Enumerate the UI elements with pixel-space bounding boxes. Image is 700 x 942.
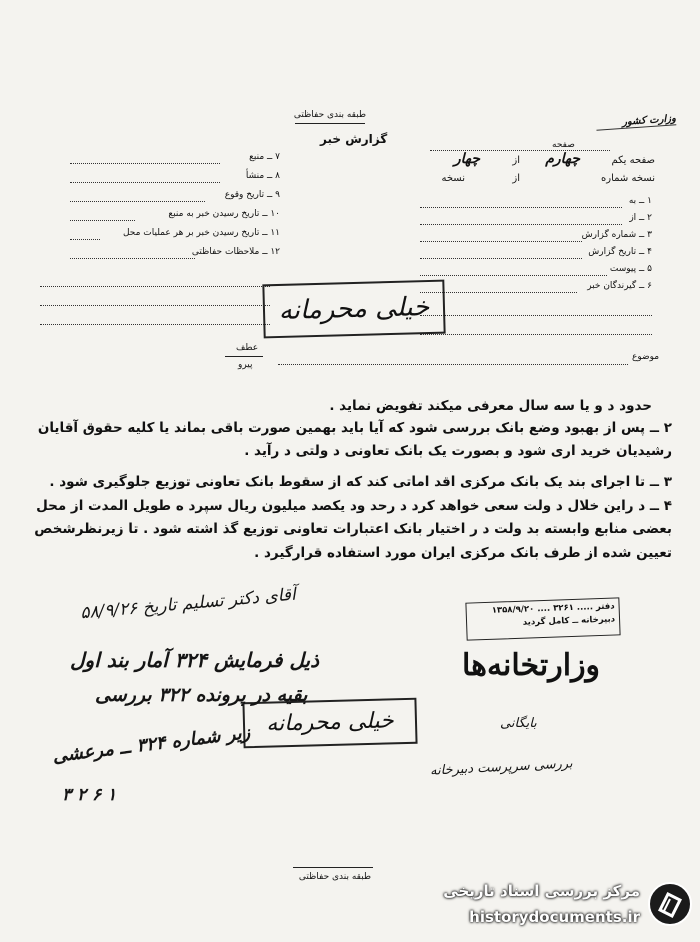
right-form-row (420, 211, 652, 228)
peyro-label: پیرو (238, 360, 253, 370)
right-form-label: ۳ ــ شماره گزارش (581, 230, 652, 240)
watermark (410, 872, 700, 942)
page-row-total: چهار (453, 151, 480, 167)
left-form-label: ۱۱ ــ تاریخ رسیدن خبر بر هر عملیات محل (122, 228, 280, 238)
left-form-row (70, 226, 280, 245)
fill-line (420, 333, 652, 335)
receipt-line: دفتر ..... ۳۲۶۱ .... ۱۳۵۸/۹/۲۰ (491, 601, 615, 616)
corner-stamp: وزارت کشور (596, 113, 677, 131)
copy-label: نسخه (441, 173, 465, 184)
left-form-label: ۹ ــ تاریخ وقوع (224, 190, 280, 200)
atf-label: عطف (236, 343, 259, 353)
top-secret-stamp: خیلی محرمانه (262, 280, 445, 339)
page-row-label: صفحه یکم (611, 155, 655, 166)
handwritten-note: بایگانی (500, 716, 537, 731)
subject-line (278, 363, 628, 365)
left-form-row (70, 245, 280, 264)
ministry-title: وزارتخانه‌ها (462, 648, 601, 683)
right-form-label: ۶ ــ گیرندگان خبر (587, 281, 652, 291)
copy-row-of: از (512, 173, 520, 184)
handwritten-note: ۳ ۲ ۶ ۱ (62, 785, 117, 805)
page-row-value: چهارم (545, 151, 580, 167)
report-title: گزارش خبر (320, 132, 388, 146)
fill-line (40, 323, 270, 325)
fill-line (70, 200, 205, 202)
left-form (70, 150, 280, 264)
fill-line (40, 285, 270, 287)
right-form-row (420, 279, 652, 296)
top-secret-stamp: خیلی محرمانه (242, 698, 417, 749)
fill-line (420, 274, 607, 276)
handwritten-note: بقیه در پرونده ۳۲۲ بررسی (95, 684, 308, 706)
fill-line (40, 304, 270, 306)
body-line: ۲ ــ پس از بهبود وضع بانک بررسی شود که آیا باید بهمین صورت باقی بماند یا کلیه حقوق آقایان (37, 420, 672, 436)
copy-row-label: نسخه شماره (601, 173, 655, 184)
fill-line (420, 314, 652, 316)
fill-line (70, 238, 100, 240)
body-line: حدود د و یا سه سال معرفی میکند تفویض نماید . (329, 398, 652, 414)
classification-bottom-rule (293, 867, 373, 868)
right-form-label: ۵ ــ پیوست (609, 264, 652, 274)
fill-line (420, 206, 622, 208)
right-form-row (420, 228, 652, 245)
handwritten-note: بررسی سرپرست دبیرخانه (429, 756, 573, 779)
handwritten-note: ذیل فرمایش ۳۲۴ آمار بند اول (70, 648, 320, 672)
fill-line (70, 181, 220, 183)
classification-top: طبقه بندی حفاظتی (293, 110, 367, 120)
archive-logo-icon (646, 880, 694, 928)
fill-line (70, 257, 195, 259)
left-form-row (70, 207, 280, 226)
right-form-label: ۴ ــ تاریخ گزارش (588, 247, 652, 257)
page-label: صفحه (552, 140, 575, 150)
classification-top-rule (295, 123, 365, 124)
left-form-label: ۱۰ ــ تاریخ رسیدن خبر به منبع (168, 209, 280, 219)
body-line: بعضی منابع وابسته بد ولت د ر اختیار بانک اعتبارات تعاونی توزیع گذ اشته شود . تا زیرنظرشخص (34, 521, 672, 537)
handwritten-note: زیر شماره ۳۲۴ ــ مرعشی (51, 721, 252, 768)
body-line: رشیدیان خرید اری شود و بصورت یک بانک تعاونی د ولتی د رآید . (244, 443, 672, 459)
left-form-label: ۸ ــ منشأ (245, 171, 280, 181)
left-form-label: ۱۲ ــ ملاحظات حفاظتی (191, 247, 280, 257)
page-row (420, 151, 655, 169)
copy-row (420, 171, 655, 187)
receipt-line: دبیرخانه ــ کامل گردید (522, 614, 616, 628)
atf-rule (225, 356, 263, 357)
fill-line (420, 257, 582, 259)
watermark-name: مرکز بررسی اسناد تاریخی (443, 882, 640, 900)
right-form-label: ۱ ــ به (628, 196, 652, 206)
right-form-row (420, 194, 652, 211)
receipt-stamp (465, 597, 620, 640)
watermark-url: historydocuments.ir (469, 908, 640, 926)
left-form-row (70, 150, 280, 169)
left-form-row (70, 188, 280, 207)
body-line: تعیین شده از طرف بانک مرکزی ایران مورد استفاده قرارگیرد . (254, 545, 672, 561)
fill-line (420, 223, 622, 225)
body-line: ۴ ــ د راین خلال د ولت سعی خواهد کرد د رحد ود یکصد میلیون ریال سپرد ه طویل المدت از محل (36, 498, 672, 514)
left-form-row (70, 169, 280, 188)
fill-line (70, 219, 135, 221)
right-form-row (420, 262, 652, 279)
right-form-label: ۲ ــ از (629, 213, 652, 223)
right-form (420, 194, 652, 296)
fill-line (420, 240, 582, 242)
left-form-label: ۷ ــ منبع (249, 152, 280, 162)
handwritten-note: آقای دکتر تسلیم تاریخ ۵۸/۹/۲۶ (79, 584, 297, 624)
subject-label: موضوع (632, 352, 660, 362)
classification-bottom: طبقه بندی حفاظتی (298, 872, 372, 882)
page-row-of: از (512, 155, 520, 166)
fill-line (70, 162, 220, 164)
body-line: ۳ ــ تا اجرای بند یک بانک مرکزی اقد اماتی کند که از سقوط بانک تعاونی توزیع جلوگیری شود . (49, 474, 672, 490)
right-form-row (420, 245, 652, 262)
